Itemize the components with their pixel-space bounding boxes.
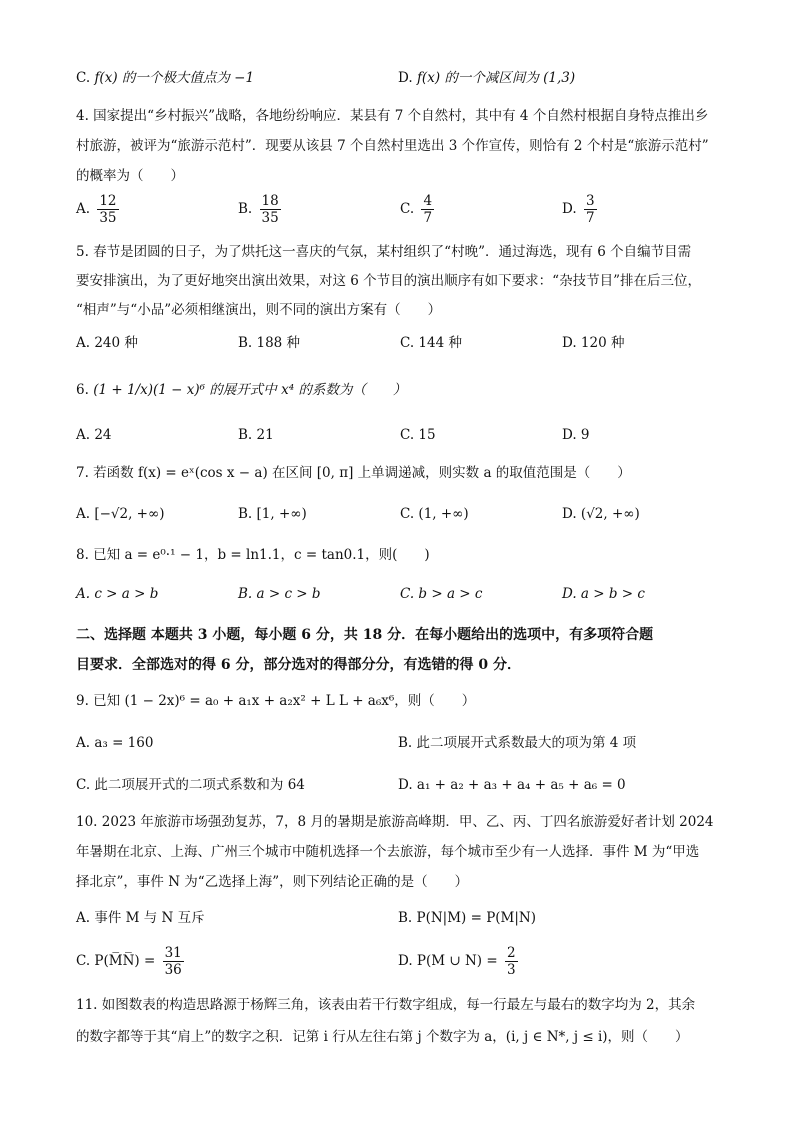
q4-stem-line-1: 4. 国家提出“乡村振兴”战略，各地纷纷响应．某县有 7 个自然村，其中有 4 个自然村根据自身特点推出乡 <box>76 108 709 124</box>
q7-option-a: A. [−√2, +∞) <box>76 506 165 522</box>
denominator: 35 <box>99 210 117 226</box>
option-text: f(x) 的一个减区间为 (1,3) <box>416 70 576 86</box>
q9-option-b: B. 此二项展开式系数最大的项为第 4 项 <box>398 735 637 751</box>
q4-option-d <box>562 193 600 226</box>
q8-option-c: C. b > a > c <box>400 586 483 602</box>
option-label: C. <box>76 70 91 86</box>
fraction <box>163 945 184 978</box>
q6-option-a: A. 24 <box>76 427 112 443</box>
fraction <box>584 193 597 226</box>
q5-stem-line-1: 5. 春节是团圆的日子，为了烘托这一喜庆的气氛，某村组织了“村晚”．通过海选，现有 6 个自编节目需 <box>76 244 692 260</box>
option-label: D. <box>562 201 577 217</box>
q10-stem-line-3: 择北京”，事件 N 为“乙选择上海”，则下列结论正确的是（ ） <box>76 874 469 890</box>
option-label: C. P(M̅N̅) = <box>76 953 156 969</box>
q8-stem: 8. 已知 a = e⁰·¹ − 1，b = ln1.1，c = tan0.1，则( ) <box>76 547 430 563</box>
section-2-heading-line-1: 二、选择题 本题共 3 小题，每小题 6 分，共 18 分．在每小题给出的选项中，有多项符合题 <box>76 627 654 643</box>
q8-option-a: A. c > a > b <box>76 586 159 602</box>
q4-stem-line-3: 的概率为（ ） <box>76 168 184 184</box>
q9-option-a: A. a₃ = 160 <box>76 735 154 751</box>
q10-option-d <box>398 945 521 978</box>
q3-option-d <box>398 68 575 88</box>
denominator: 35 <box>261 210 279 226</box>
q7-stem: 7. 若函数 f(x) = eˣ(cos x − a) 在区间 [0, π] 上单调递减，则实数 a 的取值范围是（ ） <box>76 465 631 481</box>
fraction <box>260 193 281 226</box>
q4-option-b <box>238 193 284 226</box>
q6-option-b: B. 21 <box>238 427 274 443</box>
option-text: f(x) 的一个极大值点为 −1 <box>94 70 255 86</box>
q6-option-c: C. 15 <box>400 427 436 443</box>
denominator: 3 <box>506 962 516 978</box>
numerator: 4 <box>423 193 433 209</box>
q11-stem-line-1: 11. 如图数表的构造思路源于杨辉三角，该表由若干行数字组成，每一行最左与最右的数字均为 2，其余 <box>76 997 696 1013</box>
question-text: (1 + 1/x)(1 − x)⁶ 的展开式中 x⁴ 的系数为（ ） <box>93 382 407 398</box>
denominator: 36 <box>164 962 182 978</box>
numerator: 3 <box>585 193 595 209</box>
q9-option-d: D. a₁ + a₂ + a₃ + a₄ + a₅ + a₆ = 0 <box>398 777 626 793</box>
q5-option-d: D. 120 种 <box>562 335 625 351</box>
q6-stem <box>76 380 726 400</box>
q7-option-d: D. (√2, +∞) <box>562 506 640 522</box>
option-label: D. P(M ∪ N) = <box>398 953 498 969</box>
q5-option-c: C. 144 种 <box>400 335 462 351</box>
section-2-heading-line-2: 目要求．全部选对的得 6 分，部分选对的得部分分，有选错的得 0 分． <box>76 657 521 673</box>
q6-option-d: D. 9 <box>562 427 590 443</box>
denominator: 7 <box>423 210 433 226</box>
q9-option-c: C. 此二项展开式的二项式系数和为 64 <box>76 777 305 793</box>
q9-stem: 9. 已知 (1 − 2x)⁶ = a₀ + a₁x + a₂x² + L L + a₆x⁶，则（ ） <box>76 693 476 709</box>
q3-option-c <box>76 68 254 88</box>
q5-option-a: A. 240 种 <box>76 335 138 351</box>
q4-option-c <box>400 193 437 226</box>
denominator: 7 <box>585 210 595 226</box>
fraction <box>97 193 118 226</box>
q8-option-b: B. a > c > b <box>238 586 321 602</box>
q5-stem-line-3: “相声”与“小品”必须相继演出，则不同的演出方案有（ ） <box>76 302 442 318</box>
q5-stem-line-2: 要安排演出，为了更好地突出演出效果，对这 6 个节目的演出顺序有如下要求：“杂技节目”排在后三位， <box>76 273 701 289</box>
option-label: B. <box>238 201 253 217</box>
option-label: D. <box>398 70 413 86</box>
numerator: 2 <box>506 945 516 961</box>
q10-option-c <box>76 945 187 978</box>
option-label: A. <box>76 201 91 217</box>
fraction <box>421 193 434 226</box>
question-number: 6. <box>76 382 89 398</box>
q10-stem-line-1: 10. 2023 年旅游市场强劲复苏，7，8 月的暑期是旅游高峰期．甲、乙、丙、丁四名旅游爱好者计划 2024 <box>76 814 714 830</box>
fraction <box>505 945 518 978</box>
q5-option-b: B. 188 种 <box>238 335 301 351</box>
q11-stem-line-2: 的数字都等于其“肩上”的数字之积．记第 i 行从左往右第 j 个数字为 a，(i, j ∈ N*, j ≤ i)，则（ ） <box>76 1029 689 1045</box>
option-label: C. <box>400 201 415 217</box>
numerator: 12 <box>99 193 117 209</box>
q8-option-d: D. a > b > c <box>562 586 645 602</box>
q4-stem-line-2: 村旅游，被评为“旅游示范村”．现要从该县 7 个自然村里选出 3 个作宣传，则恰有 2 个村是“旅游示范村” <box>76 138 709 154</box>
q10-option-b: B. P(N|M) = P(M|N) <box>398 910 536 926</box>
q4-option-a <box>76 193 122 226</box>
q7-option-b: B. [1, +∞) <box>238 506 307 522</box>
q7-option-c: C. (1, +∞) <box>400 506 469 522</box>
numerator: 31 <box>164 945 182 961</box>
numerator: 18 <box>261 193 279 209</box>
q10-option-a: A. 事件 M 与 N 互斥 <box>76 910 205 926</box>
q10-stem-line-2: 年暑期在北京、上海、广州三个城市中随机选择一个去旅游，每个城市至少有一人选择．事件 M 为“甲选 <box>76 844 700 860</box>
